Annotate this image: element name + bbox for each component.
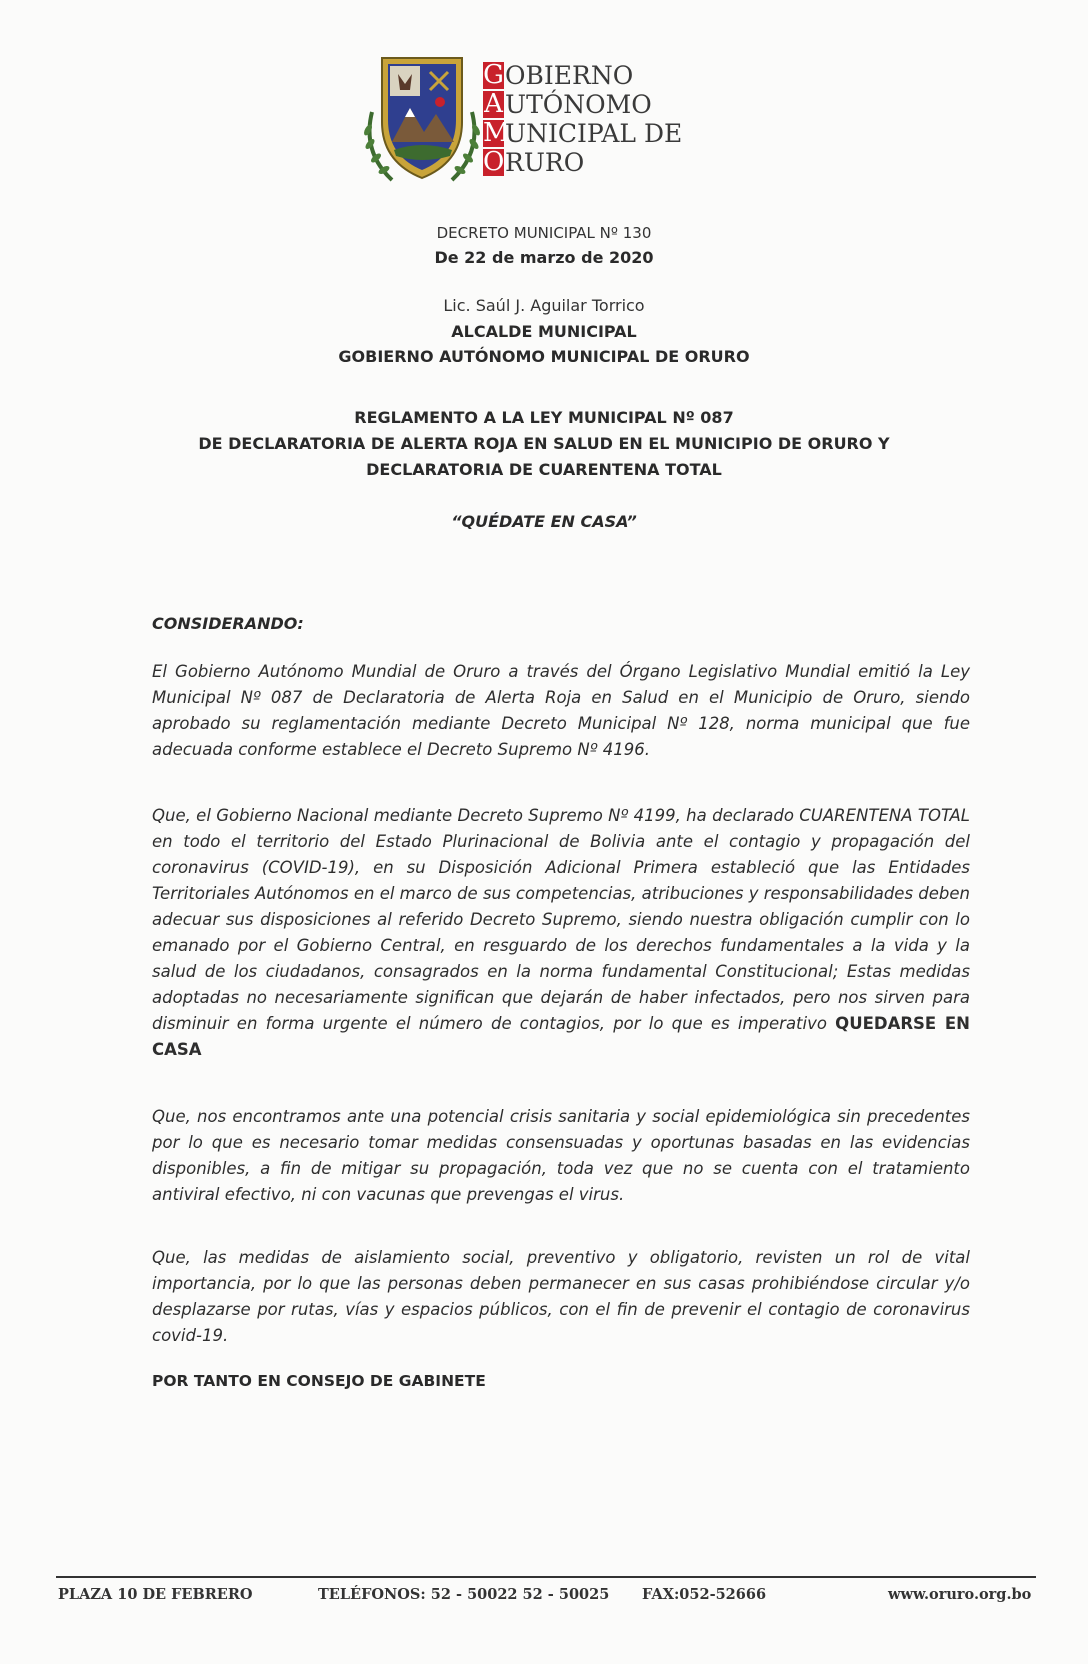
regulation-title-line-2: DE DECLARATORIA DE ALERTA ROJA EN SALUD EN EL MUNICIPIO DE ORURO Y <box>198 434 890 453</box>
logo-word-2: UTÓNOMO <box>505 90 652 119</box>
por-tanto-heading: POR TANTO EN CONSEJO DE GABINETE <box>152 1372 486 1390</box>
issuer-title: ALCALDE MUNICIPAL <box>451 322 637 341</box>
logo-wordmark <box>483 60 743 176</box>
logo-row-4 <box>483 147 743 176</box>
paragraph-3: Que, nos encontramos ante una potencial crisis sanitaria y social epidemiológica sin precedentes por lo que es necesario tomar medidas consensuadas y oportunas basadas en las evidencias disponibles, a fin de mitigar su propagación, toda vez que no se cuenta con el tratamiento antiviral efectivo, ni con vacunas que prevengas el virus. <box>152 1107 970 1204</box>
regulation-title-line-3: DECLARATORIA DE CUARENTENA TOTAL <box>366 460 722 479</box>
paragraph-2-text: Que, el Gobierno Nacional mediante Decreto Supremo Nº 4199, ha declarado CUARENTENA TOTAL en todo el territorio del Estado Plurinacional de Bolivia ante el contagio y propagación del coronavirus (COVID-19), en su Disposición Adicional Primera estableció que las Entidades Territoriales Autónomos en el marco de sus competencias, atribuciones y responsabilidades deben adecuar sus disposiciones al referido Decreto Supremo, siendo nuestra obligación cumplir con lo emanado por el Gobierno Central, en resguardo de los derechos fundamentales a la vida y la salud de los ciudadanos, consagrados en la norma fundamental Constitucional; Estas medidas adoptadas no necesariamente significan que dejarán de haber infectados, pero nos sirven para disminuir en forma urgente el número de contagios, por lo que es imperativo <box>152 806 970 1033</box>
regulation-title-line-1: REGLAMENTO A LA LEY MUNICIPAL Nº 087 <box>354 408 734 427</box>
issuer-name: Lic. Saúl J. Aguilar Torrico <box>443 296 645 315</box>
considerando-heading: CONSIDERANDO: <box>152 614 304 633</box>
logo-letter-a: A <box>484 89 503 119</box>
footer-phones: TELÉFONOS: 52 - 50022 52 - 50025 <box>318 1586 610 1603</box>
issuer-government: GOBIERNO AUTÓNOMO MUNICIPAL DE ORURO <box>338 347 750 366</box>
logo-word-3: UNICIPAL DE <box>505 119 683 148</box>
coat-of-arms-icon <box>352 52 492 192</box>
decree-number: DECRETO MUNICIPAL Nº 130 <box>436 224 652 242</box>
logo-row-2 <box>483 89 743 118</box>
regulation-title <box>0 405 1088 483</box>
paragraph-4: Que, las medidas de aislamiento social, preventivo y obligatorio, revisten un rol de vital importancia, por lo que las personas deben permanecer en sus casas prohibiéndose circular y/o desplazarse por rutas, vías y espacios públicos, con el fin de prevenir el contagio de coronavirus covid-19. <box>152 1248 970 1345</box>
logo-word-1: OBIERNO <box>505 61 634 90</box>
logo-row-3 <box>483 118 743 147</box>
decree-date: De 22 de marzo de 2020 <box>434 248 654 267</box>
footer-divider <box>56 1576 1036 1578</box>
logo-letter-m: M <box>483 118 510 148</box>
footer-website-link[interactable]: www.oruro.org.bo <box>888 1586 1032 1603</box>
paragraph-2-emphasis: QUEDARSE EN CASA <box>152 1014 970 1059</box>
footer-address: PLAZA 10 DE FEBRERO <box>58 1586 253 1603</box>
footer-fax: FAX:052-52666 <box>642 1586 767 1603</box>
logo-letter-o: O <box>483 147 505 177</box>
paragraph-1: El Gobierno Autónomo Mundial de Oruro a través del Órgano Legislativo Mundial emitió la Ley Municipal Nº 087 de Declaratoria de Alerta Roja en Salud en el Municipio de Oruro, siendo aprobado su reglamentación mediante Decreto Municipal Nº 128, norma municipal que fue adecuada conforme establece el Decreto Supremo Nº 4196. <box>152 662 970 759</box>
paragraph-2 <box>152 803 970 1063</box>
logo-row-1 <box>483 60 743 89</box>
logo-word-4: RURO <box>505 148 585 177</box>
logo-letter-g: G <box>483 60 504 90</box>
slogan: “QUÉDATE EN CASA” <box>451 512 637 531</box>
